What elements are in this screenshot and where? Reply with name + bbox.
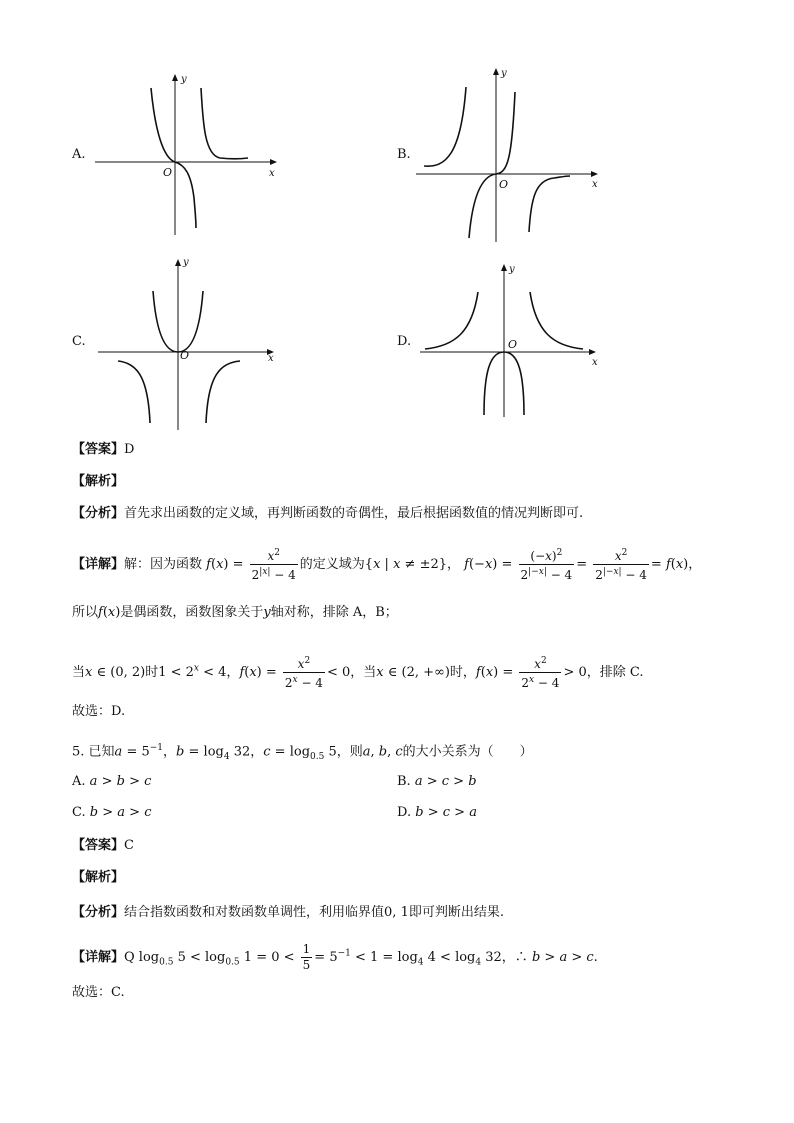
q4-analysis-tag: 【解析】 <box>72 474 125 489</box>
option-a-label: A. <box>72 147 86 162</box>
graph-d-curve-right <box>530 292 583 349</box>
graph-b <box>416 62 606 247</box>
q4-frac-fnx: $\frac{(-x)^2}{2^{|-x|} - 4}$ <box>520 548 573 582</box>
graph-b-origin: O <box>499 178 509 191</box>
graph-d <box>420 262 610 422</box>
q4-fenxi-tag: 【分析】 <box>72 506 125 521</box>
q5-frac-fifth: $\frac{1}{5}$ <box>302 942 311 972</box>
graph-c-curve-left <box>118 361 150 423</box>
graph-b-y-label: y <box>501 68 507 79</box>
q5-detail-line: 【详解】Q $\log_{0.5} 5 < \log_{0.5} 1 = 0$ < $\frac{1}{5}$ = $5^{-1} < 1 = \log_4 4 < \log_4 32$，∴ b > a > c. <box>72 942 598 972</box>
q5-choice-a-label: A. <box>72 774 86 789</box>
q5-analysis-line <box>72 868 124 888</box>
q5-choice-c: C. b > a > c <box>72 805 152 820</box>
q4-answer-tag: 【答案】 <box>72 442 125 457</box>
q5-fenxi-tag: 【分析】 <box>72 905 125 920</box>
q4-frac-pos: $\frac{x^2}{2^x - 4}$ <box>521 656 560 690</box>
q4-answer-value: D <box>124 442 135 457</box>
q4-line3-p4: 时， <box>449 665 476 680</box>
q5-choice-c-label: C. <box>72 805 86 820</box>
q4-detail-p1: 解：因为函数 <box>124 557 203 572</box>
graph-b-x-label: x <box>592 179 598 190</box>
q4-fenxi-text: 首先求出函数的定义域，再判断函数的奇偶性，最后根据函数值的情况判断即可. <box>124 506 584 521</box>
q5-answer-line <box>72 836 134 856</box>
graph-c-y-label: y <box>183 257 189 268</box>
q5-fenxi-text2: 即可判断出结果. <box>408 905 504 920</box>
q4-line2: 所以f(x)是偶函数，函数图象关于y轴对称，排除 A，B； <box>72 605 398 620</box>
graph-b-y-arrow <box>493 68 499 75</box>
option-d-label: D. <box>397 334 412 349</box>
q5-choice-b: B. a > c > b <box>397 774 477 789</box>
graph-c-x-label: x <box>268 353 274 364</box>
q5-detail-tag: 【详解】 <box>72 950 125 965</box>
graph-c-y-arrow <box>175 259 181 266</box>
graph-b-curve-right <box>529 176 570 232</box>
graph-b-x-arrow <box>591 171 598 177</box>
q5-stem: 5. 已知$a = 5^{-1}$，$b = \log_4 32$，$c = \log_{0.5} 5$，则a, b, c的大小关系为（ ） <box>72 743 533 762</box>
q5-stem-p1: 5. 已知 <box>72 744 115 760</box>
q4-line3-p1: 当 <box>72 665 86 680</box>
q4-detail-p3: ， <box>447 557 461 572</box>
graph-a-y-label: y <box>181 74 187 85</box>
graph-a-x-arrow <box>270 159 277 165</box>
q5-fenxi-text: 结合指数函数和对数函数单调性，利用临界值 <box>124 905 385 920</box>
graph-d-x-arrow <box>589 349 596 355</box>
q5-analysis-tag: 【解析】 <box>72 870 125 885</box>
option-b-label: B. <box>397 147 411 162</box>
q5-fenxi-line: 【分析】结合指数函数和对数函数单调性，利用临界值0, 1即可判断出结果. <box>72 905 504 920</box>
graph-c-origin: O <box>180 349 190 362</box>
graph-a-origin: O <box>163 166 173 179</box>
q4-frac-fnx2: $\frac{x^2}{2^{|-x|} - 4}$ <box>595 548 647 582</box>
q5-conclusion: 故选：C. <box>72 985 125 1000</box>
q5-choice-d: D. b > c > a <box>397 805 477 820</box>
q5-choice-a: A. a > b > c <box>72 774 152 789</box>
graph-b-curve-middle <box>469 92 515 238</box>
q5-stem-p2: ，则 <box>336 744 363 760</box>
q4-frac-neg: $\frac{x^2}{2^x - 4}$ <box>284 656 323 690</box>
q4-frac-fx: $\frac{x^2}{2^{|x|} - 4}$ <box>251 548 296 582</box>
graph-d-y-arrow <box>501 264 507 271</box>
graph-a-y-arrow <box>172 74 178 81</box>
q4-fenxi-line <box>72 504 583 524</box>
graph-a-x-label: x <box>269 168 275 179</box>
q4-line2-p2: 是偶函数，函数图象关于 <box>120 605 264 620</box>
graph-d-x-label: x <box>592 357 598 368</box>
q4-answer-line <box>72 440 134 460</box>
q4-line3-p2: 时 <box>145 665 159 680</box>
graph-c <box>98 255 288 435</box>
q4-line3-p5: ，排除 C. <box>586 665 644 680</box>
q4-detail-tag: 【详解】 <box>72 557 125 572</box>
q5-choice-b-label: B. <box>397 774 411 789</box>
graph-a <box>95 70 285 240</box>
q5-answer-value: C <box>124 838 134 853</box>
q4-line3: 当x ∈ (0, 2)时$1 < 2^x < 4$，f(x) = $\frac{x^2}{2^x - 4}$ < 0，当x ∈ (2, +∞)时，f(x) = $\frac{x^2}{2^x - 4}$ > 0，排除 C. <box>72 656 644 690</box>
q4-line2-p1: 所以 <box>72 605 99 620</box>
graph-a-curve-left <box>151 88 196 228</box>
q4-analysis-line <box>72 472 124 492</box>
q5-answer-tag: 【答案】 <box>72 838 125 853</box>
q4-detail-line: 【详解】解：因为函数 f(x) = $\frac{x^2}{2^{|x|} - 4}$ 的定义域为{x | x ≠ ±2}， f(−x) = $\frac{(-x)^2}{2^{|-x|} - 4}$ = $\frac{x^2}{2^{|-x|} - 4}$ = f(x)， <box>72 548 702 582</box>
graph-d-origin: O <box>508 338 518 351</box>
graph-a-curve-right <box>201 88 248 159</box>
graph-c-curve-right <box>206 361 240 423</box>
graph-d-y-label: y <box>509 264 515 275</box>
q4-detail-p2: 的定义域为 <box>299 557 365 572</box>
option-c-label: C. <box>72 334 86 349</box>
q5-choice-d-label: D. <box>397 805 412 820</box>
graph-d-curve-left <box>425 292 478 349</box>
q4-conclusion: 故选：D. <box>72 704 126 719</box>
graph-b-curve-left <box>424 87 466 166</box>
q4-line3-p3: ，当 <box>350 665 377 680</box>
q4-line2-p3: 轴对称，排除 A，B； <box>270 605 398 620</box>
q5-stem-p3: 的大小关系为（ ） <box>402 744 533 760</box>
